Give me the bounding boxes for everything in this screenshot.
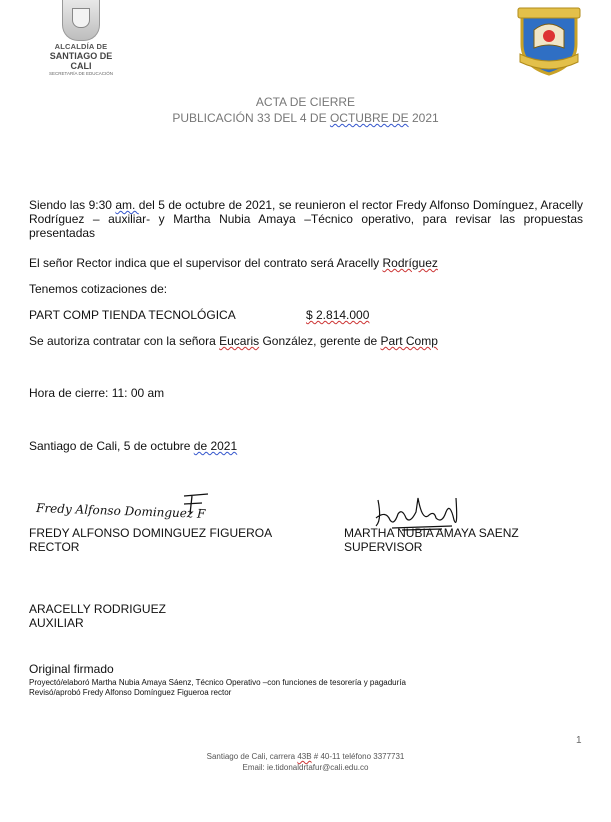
- approved-by-note: Revisó/aprobó Fredy Alfonso Domínguez Figueroa rector: [29, 688, 232, 697]
- paragraph-supervisor: [29, 256, 583, 270]
- footer-address-c: # 40-11 teléfono 3377731: [311, 752, 405, 761]
- p1-text-a: Siendo las 9:30: [29, 198, 116, 212]
- document-subtitle: [0, 111, 611, 125]
- p1-text-b: am.: [115, 198, 139, 212]
- signature-block-auxiliar: [29, 602, 166, 630]
- logo-line-1: ALCALDÍA DE: [54, 42, 108, 51]
- rector-signature-text: Fredy Alfonso Dominguez F: [35, 501, 206, 521]
- vendor-name: PART COMP TIENDA TECNOLÓGICA: [29, 308, 236, 322]
- closing-time: Hora de cierre: 11: 00 am: [29, 386, 165, 400]
- rector-role: RECTOR: [29, 540, 80, 554]
- prepared-by-note: Proyectó/elaboró Martha Nubia Amaya Sáenz, Técnico Operativo –con funciones de tesorería y pagaduría: [29, 678, 406, 687]
- p5-text-b: Eucaris: [219, 334, 260, 348]
- signature-block-rector: [29, 526, 272, 554]
- place-date-b: de 2021: [193, 439, 238, 453]
- coat-of-arms-icon: [62, 0, 100, 41]
- p2-text-a: El señor Rector indica que el supervisor del contrato será Aracelly: [29, 256, 383, 270]
- original-signed: Original firmado: [29, 662, 114, 676]
- subtitle-part-a: PUBLICACIÓN 33 DEL 4 DE: [172, 111, 330, 125]
- page-number: 1: [576, 735, 582, 746]
- subtitle-part-b: OCTUBRE DE: [329, 111, 409, 125]
- signature-block-supervisor: [344, 526, 519, 554]
- auxiliar-name: ARACELLY RODRIGUEZ: [29, 602, 166, 616]
- footer-address-a: Santiago de Cali, carrera: [206, 752, 298, 761]
- supervisor-role: SUPERVISOR: [344, 540, 423, 554]
- footer-address: [0, 751, 611, 762]
- p5-text-a: Se autoriza contratar con la señora: [29, 334, 220, 348]
- supervisor-name: MARTHA NUBIA AMAYA SAENZ: [344, 526, 519, 540]
- p2-text-b: Rodríguez: [382, 256, 438, 270]
- auxiliar-role: AUXILIAR: [29, 616, 84, 630]
- rector-signature: [34, 490, 214, 524]
- place-date: [29, 439, 583, 453]
- footer-address-b: 43B: [297, 752, 312, 761]
- school-crest-icon: [514, 4, 584, 76]
- paragraph-meeting: [29, 198, 583, 240]
- quote-row: [29, 308, 583, 322]
- subtitle-part-c: 2021: [408, 111, 439, 125]
- paragraph-quotes: Tenemos cotizaciones de:: [29, 282, 168, 296]
- p5-text-c: González, gerente de: [259, 334, 381, 348]
- paragraph-authorization: [29, 334, 583, 348]
- rector-name: FREDY ALFONSO DOMINGUEZ FIGUEROA: [29, 526, 273, 540]
- logo-line-2: SANTIAGO DE CALI: [49, 51, 113, 71]
- place-date-a: Santiago de Cali, 5 de octubre: [29, 439, 194, 453]
- document-title: ACTA DE CIERRE: [255, 95, 356, 109]
- alcaldia-logo: [46, 0, 116, 76]
- p1-text-c: del 5 de octubre de 2021, se reunieron el rector Fredy Alfonso Domínguez, Aracelly Rodríguez – auxiliar- y Martha Nubia Amaya –Técnico operativo, para revisar las propuestas presentadas: [29, 198, 583, 240]
- footer-email: Email: ie.tidonaldrtafur@cali.edu.co: [242, 763, 369, 772]
- p5-text-d: Part Comp: [380, 334, 438, 348]
- quote-amount: $ 2.814.000: [306, 308, 370, 322]
- logo-line-3: SECRETARÍA DE EDUCACIÓN: [49, 71, 113, 76]
